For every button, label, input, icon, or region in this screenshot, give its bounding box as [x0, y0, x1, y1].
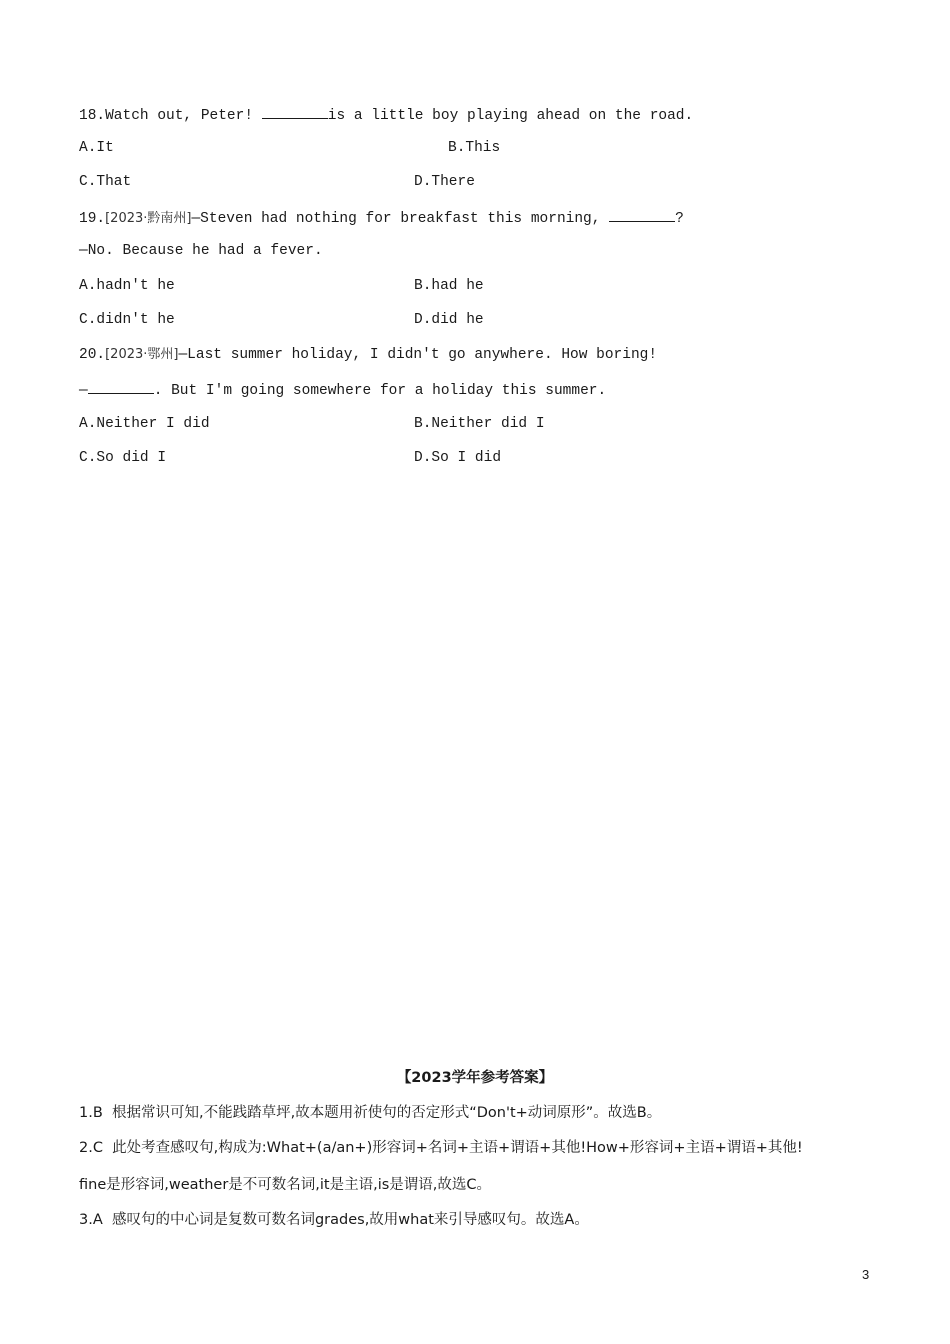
option-b: B.This [448, 140, 501, 156]
question-19-stem [79, 207, 684, 229]
question-source: [2023·鄂州] [105, 347, 179, 362]
question-20-reply [79, 379, 606, 401]
answer-blank[interactable] [262, 104, 328, 119]
option-a: A.Neither I did [79, 416, 210, 432]
answer-blank[interactable] [609, 207, 675, 222]
reply-text: . But I'm going somewhere for a holiday this summer. [153, 383, 607, 399]
answer-item: 3.A 感叹句的中心词是复数可数名词grades,故用what来引导感叹句。故选A。 [79, 1212, 589, 1228]
option-d: D.did he [414, 312, 484, 328]
question-source: [2023·黔南州] [105, 211, 192, 226]
answer-blank[interactable] [88, 379, 154, 394]
stem-text: ? [675, 211, 684, 227]
stem-text: —Steven had nothing for breakfast this morning, [191, 211, 610, 227]
reply-dash: — [79, 383, 88, 399]
option-c: C.So did I [79, 450, 167, 466]
page-number: 3 [862, 1267, 870, 1282]
stem-text: is a little boy playing ahead on the road. [327, 108, 694, 124]
question-number: 19. [79, 211, 106, 227]
answers-title: 【2023学年参考答案】 [396, 1070, 554, 1086]
option-b: B.had he [414, 278, 484, 294]
option-a: A.hadn't he [79, 278, 175, 294]
option-b: B.Neither did I [414, 416, 545, 432]
option-d: D.So I did [414, 450, 502, 466]
answer-item: 2.C 此处考查感叹句,构成为:What+(a/an+)形容词+名词+主语+谓语+其他!How+形容词+主语+谓语+其他! [79, 1140, 803, 1156]
question-18-stem [79, 104, 693, 126]
question-number: 20. [79, 347, 106, 363]
option-d: D.There [414, 174, 475, 190]
question-20-stem [79, 345, 657, 365]
option-c: C.didn't he [79, 312, 175, 328]
option-a: A.It [79, 140, 114, 156]
option-c: C.That [79, 174, 132, 190]
question-19-reply: —No. Because he had a fever. [79, 243, 323, 259]
question-number: 18. [79, 108, 106, 124]
stem-text: Watch out, Peter! [105, 108, 262, 124]
answer-item: 1.B 根据常识可知,不能践踏草坪,故本题用祈使句的否定形式“Don't+动词原形”。故选B。 [79, 1105, 662, 1121]
stem-text: —Last summer holiday, I didn't go anywhere. How boring! [178, 347, 658, 363]
answer-item-continued: fine是形容词,weather是不可数名词,it是主语,is是谓语,故选C。 [79, 1177, 492, 1193]
